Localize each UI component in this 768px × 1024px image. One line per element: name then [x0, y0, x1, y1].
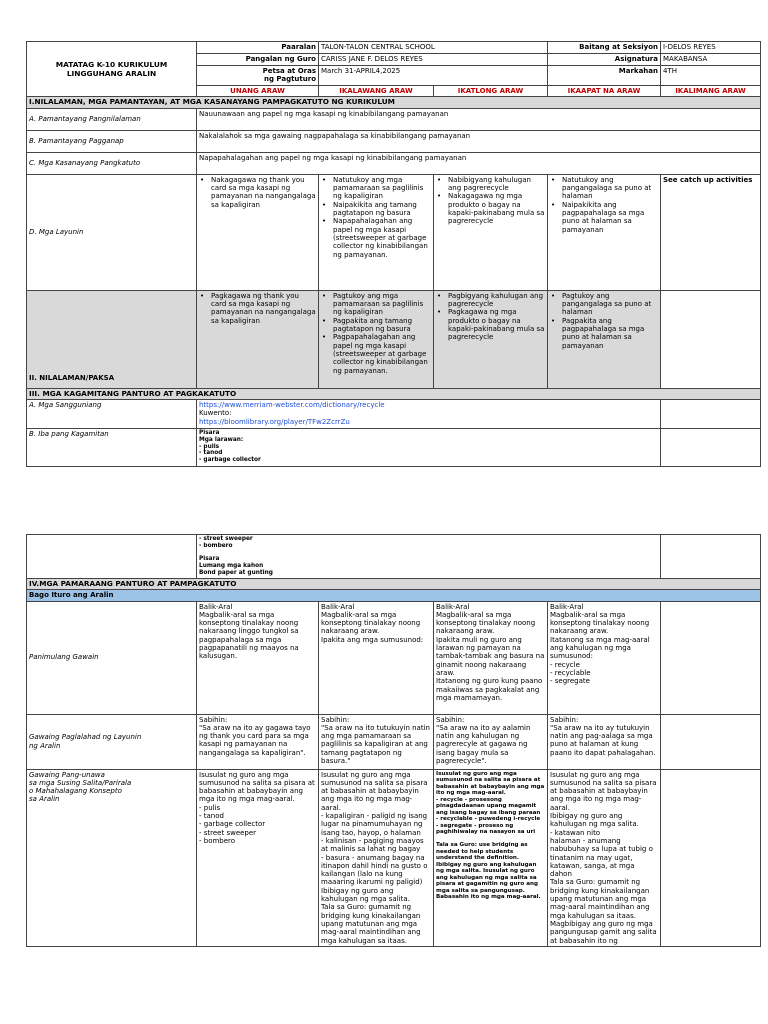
baitang-label: Baitang at Seksiyon	[548, 42, 661, 54]
sangguniang-value	[197, 400, 661, 429]
layunin-day-3	[434, 174, 548, 290]
day-header-5: IKALIMANG ARAW	[661, 85, 761, 96]
day-header-3: IKATLONG ARAW	[434, 85, 548, 96]
bullet-item: • Naipakikita ang pagpapahalaga sa mga puno at halaman sa pamayanan	[550, 201, 658, 234]
paksa-day-1-list	[199, 292, 316, 325]
bullet-item: • Nabibigyang kahulugan ang pagrerecycle	[436, 176, 545, 193]
layunin-day-2	[319, 174, 434, 290]
panimula-day-2: Balik-Aral Magbalik-aral sa mga konseptong tinalakay noong nakaraang araw. Ipakita ang mga sumusunod:	[319, 601, 434, 714]
kagamitan-day-5	[661, 429, 761, 467]
bullet-item: • Nakagagawa ng mga produkto o bagay na kapaki-pakinabang mula sa pagrerecycle	[436, 192, 545, 225]
kagamitan-cont-day-5	[661, 535, 761, 579]
paksa-day-3-list	[436, 292, 545, 342]
bullet-item: • Pagkagawa ng mga produkto o bagay na kapaki-pakinabang mula sa pagrerecycle	[436, 308, 545, 341]
day-header-2: IKALAWANG ARAW	[319, 85, 434, 96]
kagamitan-cont-label	[27, 535, 197, 579]
iba-pang-kagamitan-label: B. Iba pang Kagamitan	[27, 429, 197, 467]
markahan-label: Markahan	[548, 66, 661, 86]
layunin-day-4	[548, 174, 661, 290]
sangguniang-day-5	[661, 400, 761, 429]
pang-unawa-day-4: Isusulat ng guro ang mga sumusunod na salita sa pisara at babasahin at babaybayin ang mga ito ng mga mag-aaral. Ibibigay ng guro ang kahulugan ng mga salita. - katawan nito halaman - anumang nabubuhay sa lupa at tubig o tinatanim na may ugat, katawan, sanga, at mga dahon Tala sa Guro: gumamit ng bridging kung kinakailangan upang matutunan ang mga mag-aaral maintindihan ang mga kahulugan sa itaas. Magbibigay ang guro ng mga pangungusap gamit ang salita at babasahin ito ng	[548, 769, 661, 946]
paksa-day-5	[661, 290, 761, 388]
bullet-item: • Pagtukoy ang mga pamamaraan sa paglilinis ng kapaligiran	[321, 292, 431, 317]
petsa-value: March 31-APRIL4,2025	[319, 66, 548, 86]
paksa-day-4-list	[550, 292, 658, 350]
panimula-day-1: Balik-Aral Magbalik-aral sa mga konseptong tinalakay noong nakaraang linggo tungkol sa pagpapahalaga sa mga pagpapanatili ng maayos na kalusugan.	[197, 601, 319, 714]
paaralan-label: Paaralan	[197, 42, 319, 54]
panimulang-gawain-label: Panimulang Gawain	[27, 601, 197, 714]
pang-unawa-day-1: Isusulat ng guro ang mga sumusunod na salita sa pisara at babasahin at babaybayin ang mga ito ng mga mag-aaral. - pulis - tanod - garbage collector - street sweeper - bombero	[197, 769, 319, 946]
bullet-item: • Pagbigyang kahulugan ang pagrerecycle	[436, 292, 545, 309]
bullet-item: • Pagtukoy ang pangangalaga sa puno at halaman	[550, 292, 658, 317]
lesson-plan-table-page2	[26, 534, 761, 947]
guro-label: Pangalan ng Guro	[197, 54, 319, 66]
bullet-item: • Naipakikita ang tamang pagtatapon ng basura	[321, 201, 431, 218]
pang-unawa-day-3: Isusulat ng guro ang mga sumusunod na salita sa pisara at babasahin at babaybayin ang mga ito ng mga mag-aaral. - recycle - prosesong pinagdadaanan upang magamit ang isang bagay sa ibang paraan - recyclable - puwedeng i-recycle - segregate - proseso ng paghihiwalay na nasayon sa uri Tala sa Guro: use bridging as needed to help students understand the definition. Ibibigay ng guro ang kahulugan ng mga salita. Isusulat ng guro ang kahulugan ng mga salita sa pisara at gagamitin ng guro ang mga salita sa pangungusap. Babasahin ito ng mga mag-aaral.	[434, 769, 548, 946]
paglalahad-day-2: Sabihin: "Sa araw na ito tutukuyin natin ang mga pamamaraan sa paglilinis sa kapaligiran at ang tamang pagtatapon ng basura."	[319, 714, 434, 769]
bullet-item: • Napapahalagahan ang papel ng mga kasapi (streetsweeper at garbage collector ng kinabibilangan ng pamayanan.	[321, 217, 431, 258]
bullet-item: • Natutukoy ang pangangalaga sa puno at halaman	[550, 176, 658, 201]
kagamitan-cont-value: - street sweeper - bombero Pisara Lumang mga kahon Bond paper at gunting	[197, 535, 661, 579]
paaralan-value: TALON-TALON CENTRAL SCHOOL	[319, 42, 548, 54]
sangguniang-label: A. Mga Sangguniang	[27, 400, 197, 429]
pang-unawa-day-2: Isusulat ng guro ang mga sumusunod na salita sa pisara at babasahin at babaybayin ang mga ito ng mga mag-aaral. - kapaligiran - paligid ng isang lugar na pinamumuhayan ng isang tao, hayop, o halaman - kalinisan - pagiging maayos at malinis sa lahat ng bagay - basura - anumang bagay na itinapon dahil hindi na gusto o kailangan (lalo na kung maaaring ikarumi ng paligid) Ibibigay ng guro ang kahulugan ng mga salita. Tala sa Guro: gumamit ng bridging kung kinakailangan upang matutunan ang mga mag-aaral maintindihan ang mga kahulugan sa itaas.	[319, 769, 434, 946]
pamantayang-pangnilalaman-label: A. Pamantayang Pangnilalaman	[27, 108, 197, 130]
panimula-day-4: Balik-Aral Magbalik-aral sa mga konseptong tinalakay noong nakaraang araw. Itatanong sa mga mag-aaral ang kahulugan ng mga sumusunod: - recycle - recyclable - segregate	[548, 601, 661, 714]
asignatura-label: Asignatura	[548, 54, 661, 66]
panimula-day-3: Balik-Aral Magbalik-aral sa mga konseptong tinalakay noong nakaraang araw. Ipakita muli ng guro ang larawan ng pamayan na tambak-tambak ang basura na ginamit noong nakaraang araw. Itatanong ng guro kung paano makaiiwas sa pagkakalat ang mga mamamayan.	[434, 601, 548, 714]
layunin-day-1-list	[199, 176, 316, 209]
lesson-plan-table-page1	[26, 41, 761, 467]
day-header-4: IKAAPAT NA ARAW	[548, 85, 661, 96]
merriam-webster-link[interactable]: https://www.merriam-webster.com/dictionary/recycle	[199, 401, 385, 410]
paksa-day-4	[548, 290, 661, 388]
bullet-item: • Pagpapahalagahan ang papel ng mga kasapi (streetsweeper at garbage collector ng kinabibilangan ng pamayanan.	[321, 333, 431, 374]
iba-pang-kagamitan-value: Pisara Mga larawan: - pulis - tanod - garbage collector	[197, 429, 661, 467]
section-4-heading: IV.MGA PAMARAANG PANTURO AT PAMPAGKATUTO	[27, 579, 761, 590]
layunin-day-5: See catch up activities	[661, 174, 761, 290]
markahan-value: 4TH	[661, 66, 761, 86]
panimula-day-5	[661, 601, 761, 714]
paglalahad-day-4: Sabihin: "Sa araw na ito ay tutukuyin natin ang pag-aalaga sa mga puno at halaman at kung paano ito dapat pahalagahan.	[548, 714, 661, 769]
section-1-heading: I.NILALAMAN, MGA PAMANTAYAN, AT MGA KASANAYANG PAMPAGKATUTO NG KURIKULUM	[27, 96, 761, 108]
asignatura-value: MAKABANSA	[661, 54, 761, 66]
kasanayang-pangkatuto-label: C. Mga Kasanayang Pangkatuto	[27, 152, 197, 174]
baitang-value: I-DELOS REYES	[661, 42, 761, 54]
layunin-day-2-list	[321, 176, 431, 259]
guro-value: CARISS JANE F. DELOS REYES	[319, 54, 548, 66]
paglalahad-day-3: Sabihin: "Sa araw na ito ay aalamin natin ang kahulugan ng pagrerecyle at gagawa ng isang bagay mula sa pagrerecycle".	[434, 714, 548, 769]
layunin-day-1	[197, 174, 319, 290]
layunin-day-3-list	[436, 176, 545, 226]
pamantayang-pangnilalaman-value: Nauunawaan ang papel ng mga kasapi ng kinabibilangang pamayanan	[197, 108, 761, 130]
petsa-label: Petsa at Oras ng Pagtuturo	[197, 66, 319, 86]
pamantayang-pagganap-label: B. Pamantayang Pagganap	[27, 130, 197, 152]
paksa-day-1	[197, 290, 319, 388]
paksa-day-2-list	[321, 292, 431, 375]
kuwento-label: Kuwento:	[199, 409, 232, 418]
bloomlibrary-link[interactable]: https://bloomlibrary.org/player/TFw2ZcrrZu	[199, 417, 350, 426]
pang-unawa-label: Gawaing Pang-unawa sa mga Susing Salita/Parirala o Mahahalagang Konsepto sa Aralin	[27, 769, 197, 946]
nilalaman-paksa-label: II. NILALAMAN/PAKSA	[27, 290, 197, 388]
layunin-day-4-list	[550, 176, 658, 234]
paglalahad-day-1: Sabihin: "Sa araw na ito ay gagawa tayo ng thank you card para sa mga kasapi ng pamayanan na nangangalaga sa kapaligiran".	[197, 714, 319, 769]
mga-layunin-label: D. Mga Layunin	[27, 174, 197, 290]
bullet-item: • Pagpakita ang tamang pagtatapon ng basura	[321, 317, 431, 334]
kasanayang-pangkatuto-value: Napapahalagahan ang papel ng mga kasapi ng kinabibilangang pamayanan	[197, 152, 761, 174]
pamantayang-pagganap-value: Nakalalahok sa mga gawaing nagpapahalaga sa kinabibilangang pamayanan	[197, 130, 761, 152]
bago-ituro-heading: Bago Ituro ang Aralin	[27, 590, 761, 601]
paksa-day-3	[434, 290, 548, 388]
paksa-day-2	[319, 290, 434, 388]
bullet-item: • Pagkagawa ng thank you card sa mga kasapi ng pamayanan na nangangalaga sa kapaligiran	[199, 292, 316, 325]
bullet-item: • Pagpakita ang pagpapahalaga sa mga puno at halaman sa pamayanan	[550, 317, 658, 350]
pang-unawa-day-5	[661, 769, 761, 946]
bullet-item: • Nakagagawa ng thank you card sa mga kasapi ng pamayanan na nangangalaga sa kapaligiran	[199, 176, 316, 209]
bullet-item: • Natutukoy ang mga pamamaraan sa paglilinis ng kapaligiran	[321, 176, 431, 201]
paglalahad-layunin-label: Gawaing Paglalahad ng Layunin ng Aralin	[27, 714, 197, 769]
section-3-heading: III. MGA KAGAMITANG PANTURO AT PAGKAKATUTO	[27, 388, 761, 399]
paglalahad-day-5	[661, 714, 761, 769]
day-header-1: UNANG ARAW	[197, 85, 319, 96]
document-title: MATATAG K-10 KURIKULUM LINGGUHANG ARALIN	[27, 42, 197, 97]
